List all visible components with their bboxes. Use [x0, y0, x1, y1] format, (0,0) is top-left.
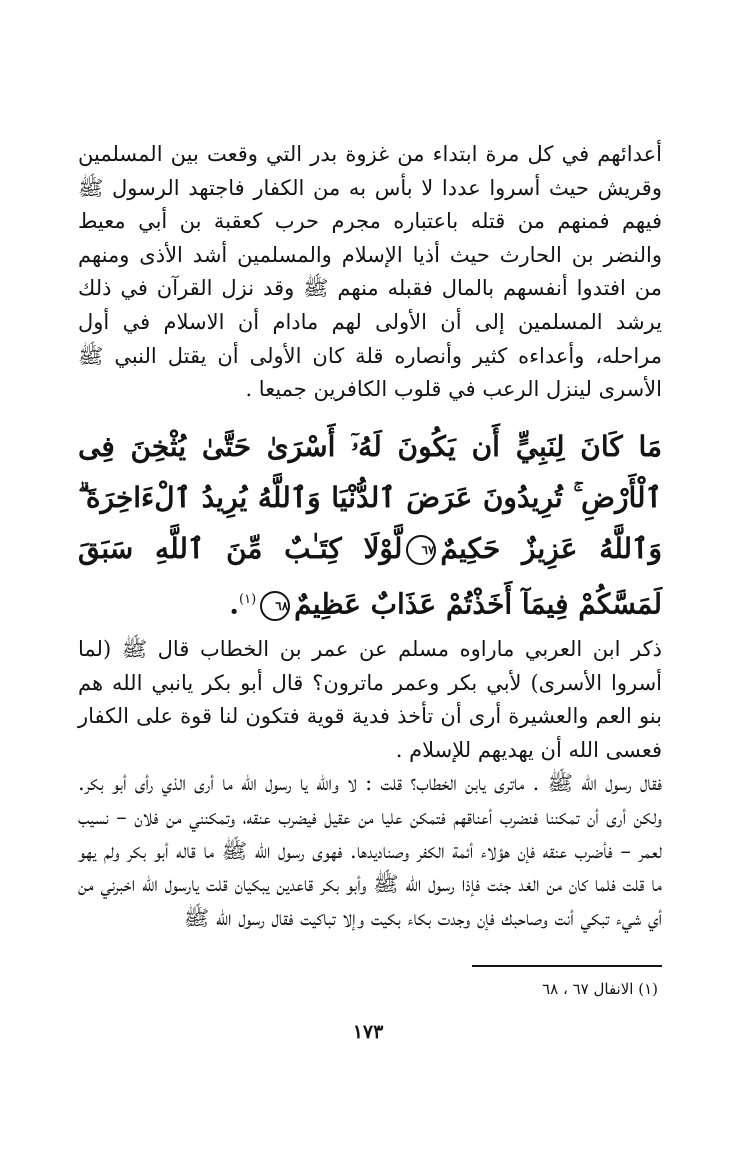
verse-end-period: .	[229, 587, 239, 621]
paragraph-umar-opinion: فقال رسول الله ﷺ . ماترى يابن الخطاب؟ قلت : لا والله يا رسول الله ما أرى الذي رأى أبو بكر. ولكن أرى أن تمكننا فنضرب أعناقهم فتمكن عليا من عقيل فيضرب عنقه، وتمكنني من فلان – نسيب لعمر – فأضرب عنقه فإن هؤلاء أئمة الكفر وصناديدها. فهوى رسول الله ﷺ ما قاله أبو بكر ولم يهو ما قلت فلما كان من الغد جئت فإذا رسول الله ﷺ وأبو بكر قاعدين يبكيان قلت يارسول الله اخبرني من أي شيء تبكي أنت وصاحبك فإن وجدت بكاء بكيت وإلا تباكيت فقال رسول الله ﷺ	[78, 771, 662, 930]
paragraph-captives-history: أعدائهم في كل مرة ابتداء من غزوة بدر التي وقعت بين المسلمين وقريش حيث أسروا عددا لا بأس به من الكفار فاجتهد الرسول ﷺ فيهم فمنهم من قتله باعتباره مجرم حرب كعقبة بن أبي معيط والنضر بن الحارث حيث أذيا الإسلام والمسلمين أشد الأذى ومنهم من افتدوا أنفسهم بالمال فقبله منهم ﷺ وقد نزل القرآن في ذلك يرشد المسلمين إلى أن الأولى لهم مادام أن الاسلام في أول مراحله، وأعداءه كثير وأنصاره قلة كان الأولى أن يقتل النبي ﷺ الأسرى لينزل الرعب في قلوب الكافرين جميعا .	[78, 142, 662, 402]
footnote-number: (١)	[638, 980, 658, 998]
quran-verse-68-text: لَّوْلَا كِتَـٰبٌ مِّنَ ٱللَّهِ سَبَقَ لَمَسَّكُمْ فِيمَآ أَخَذْتُمْ عَذَابٌ عَظِيمٌ	[78, 531, 662, 621]
footnote-divider	[472, 965, 662, 967]
page-body	[78, 138, 662, 935]
page-number: ١٧٣	[352, 1021, 384, 1043]
paragraph-ibn-arabi-report: ذكر ابن العربي ماراوه مسلم عن عمر بن الخطاب قال ﷺ (لما أسروا الأسرى) لأبي بكر وعمر ماترون؟ قال أبو بكر يانبي الله هم بنو العم والعشيرة أرى أن تأخذ فدية قوية فتكون لنا قوة على الكفار فعسى الله أن يهديهم للإسلام .	[78, 637, 662, 762]
ayah-number-68-marker: ٦٨	[260, 591, 290, 621]
footnote	[542, 978, 658, 1000]
quran-verse-block	[78, 421, 662, 629]
footnote-reference: (١)	[239, 591, 257, 607]
ayah-number-67-marker: ٦٧	[406, 535, 436, 565]
quran-verse-67-text: مَا كَانَ لِنَبِيٍّ أَن يَكُونَ لَهُۥٓ أَسْرَىٰ حَتَّىٰ يُثْخِنَ فِى ٱلْأَرْضِ ۚ تُرِيدُونَ عَرَضَ ٱلدُّنْيَا وَٱللَّهُ يُرِيدُ ٱلْءَاخِرَةَ ۗ وَٱللَّهُ عَزِيزٌ حَكِيمٌ	[78, 429, 662, 565]
footnote-text: الانفال ٦٧ ، ٦٨	[542, 980, 634, 998]
